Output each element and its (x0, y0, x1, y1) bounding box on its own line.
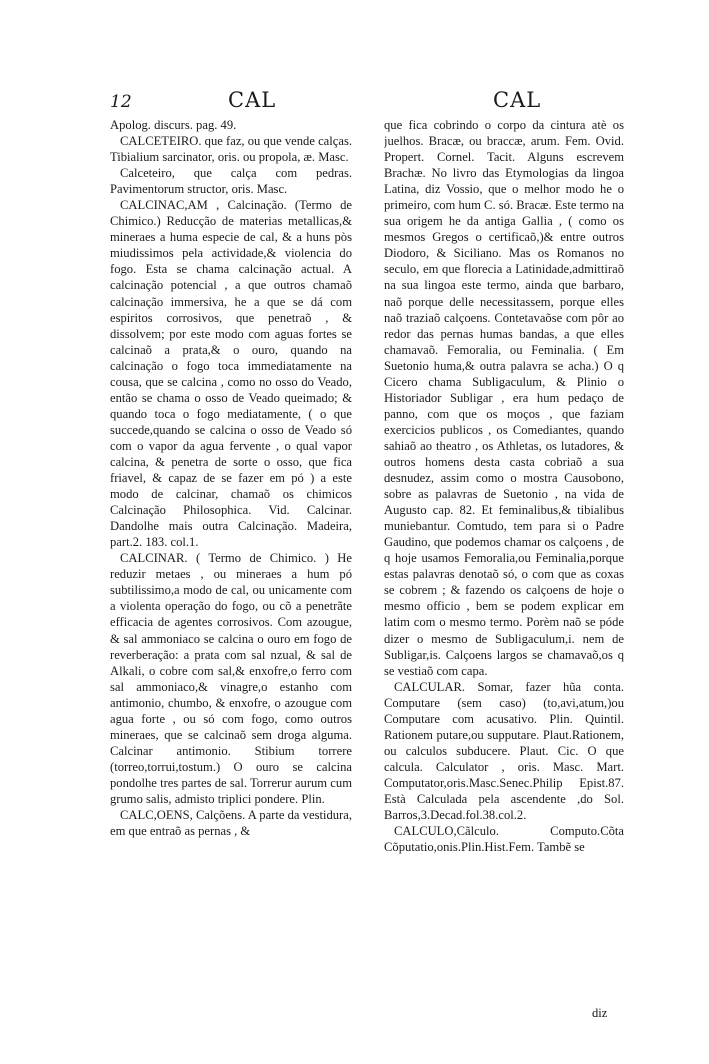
entry-calculo: CALCULO,Cãlculo. Computo.Cõta Cõputatio,onis.Plin.Hist.Fem. Tambẽ se (384, 824, 624, 855)
entry-calceteiro: CALCETEIRO. que faz, ou que vende calças. Tibialium sarcinator, oris. ou propola, æ. Masc. (110, 134, 352, 165)
left-column (110, 117, 352, 1017)
entry-continuation: Apolog. discurs. pag. 49. (110, 118, 237, 132)
right-column (384, 117, 624, 1017)
entry-calcinar: CALCINAR. ( Termo de Chimico. ) He reduzir metaes , ou mineraes a hum pó subtilissimo,a modo de cal, ou unicamente com a violenta operação do fogo, ou cõ a penetrãte efficacia de agentes corrosivos. Com azougue, & sal ammoniaco se calcina o ouro em fogo de reverberação: a prata com sal nzual, & sal de Alkali, o cobre com sal,& enxofre,o ferro com sal ammoniaco,& vinagre,o estanho com antimonio, chumbo, & enxofre, o azougue com agua forte , ou só com fogo, como outros mineraes, que se calcinaõ sem droga alguma. Calcinar antimonio. Stibium torrere (torreo,torrui,tostum.) O ouro se calcina pondolhe tres partes de sal. Torrerur aurum cum grumo salis, admisto triplici pondere. Plin. (110, 551, 352, 806)
page-header (110, 88, 602, 118)
catchword: diz (592, 1006, 608, 1020)
running-head-right: CAL (493, 88, 542, 112)
entry-calcoens: CALC,OENS, Calçõens. A parte da vestidura, em que entraõ as pernas , & (110, 808, 352, 839)
running-head-left: CAL (228, 88, 277, 112)
entry-calcoens-continued: que fica cobrindo o corpo da cintura atè os juelhos. Bracæ, ou braccæ, arum. Fem. Ovid. Propert. Cornel. Tacit. Alguns escrevem Brachæ. No livro das Etymologias da lingoa Latina, diz Vossio, que o melhor modo he o primeiro, com hum C. só. Bracæ. Este termo na sua origem he da antiga Gallia , ( como os mesmos Gregos o certificaõ,)& entre outros Diodoro, & Siciliano. Mas os Romanos no seculo, em que florecia a Latinidade,admittiraõ na sua lingoa este termo, ainda que barbaro, naõ porque delle necessitassem, porque elles naõ traziaõ calçoens. Contetavaõse com pôr ao redor das pernas humas bandas, a que elles chamavaõ. Femoralia, ou Feminalia. ( Em Suetonio huma,& outra palavra se acha.) O q Cicero chama Subligaculum, & Plinio o Historiador Subligar , era hum pedaço de panno, com que os moços , que faziam exercicios publicos , os Comediantes, quando sahiaõ ao theatro , os Athletas, os lutadores, & outros homens desta casta cobriaõ a sua desnudez, assim como o mostra Causobono, sobre as palavras de Suetonio , na vida de Augusto cap. 82. Et feminalibus,& tibialibus muniebantur. Comtudo, tem para si o Padre Gaudino, que podemos chamar os calçoens , de q hoje usamos Femoralia,ou Feminalia,porque estas palavras denotaõ só, o com que as coxas se cobrem ; & fazendo os calçoens de hoje o mesmo officio , bem se podem explicar em latim com o mesmo termo. Porèm naõ se póde dizer o mesmo de Subligaculum,i. nem de Subligar,is. Calçoens largos se chamavaõ,os q se vestiaõ com capa. (384, 118, 624, 678)
entry-calcular: CALCULAR. Somar, fazer hũa conta. Computare (sem caso) (to,avi,atum,)ou Computare com acusativo. Plin. Quintil. Rationem putare,ou supputare. Plaut.Rationem, ou calculos subducere. Plaut. Cic. O que calcula. Calculator , oris. Masc. Mart. Computator,oris.Masc.Senec.Philip Epist.87. Està Calculada pela ascendente ,do Sol. Barros,3.Decad.fol.38.col.2. (384, 679, 624, 823)
entry-calcinacam: CALCINAC,AM , Calcinação. (Termo de Chimico.) Reducção de materias metallicas,& mineraes a huma especie de cal, & a huns pòs miudissimos pela actividade,& violencia do fogo. Esta se chama calcinação actual. A calcinação potencial , a que outros chamaõ calcinação immersiva, he a que se dá com espiritos corrosivos, que penetraõ , & dissolvem; por este modo com aguas fortes se calcinaõ a prata,& o ouro, quando na calcinação o fogo toca immediatamente na cousa, que se calcina , como no osso do Veado, então se chama o osso de Veado queimado; & quando toca o fogo mediatamente, ( o que succede,quando se calcina o osso de Veado só com o vapor da agua fervente , o qual vapor calcina, & penetra de sorte o osso, que fica friavel, & capaz de se fazer em pó ) a este modo de calcinar, chamaõ os chimicos Calcinação Philosophica. Vid. Calcinar. Dandolhe mais outra Calcinação. Madeira, part.2. 183. col.1. (110, 198, 352, 550)
entry-calceteiro-calcada: Calceteiro, que calça com pedras. Pavimentorum structor, oris. Masc. (110, 166, 352, 197)
page-number: 12 (110, 92, 132, 112)
